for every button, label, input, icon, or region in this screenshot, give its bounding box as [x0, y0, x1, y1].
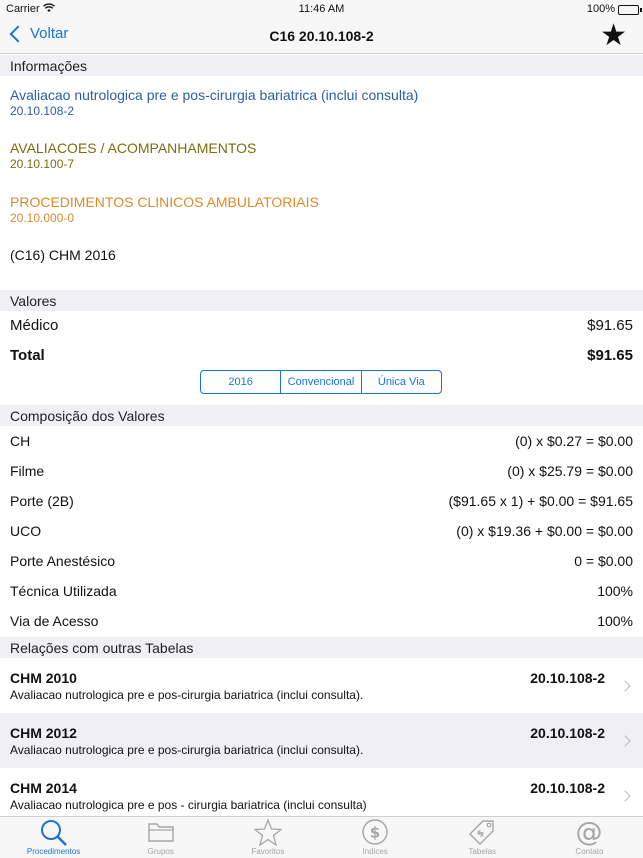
- relation-row-chm-2010[interactable]: [0, 658, 643, 713]
- medico-value: $91.65: [587, 317, 633, 334]
- composition-label: Porte (2B): [10, 493, 74, 509]
- medico-label: Médico: [10, 317, 59, 334]
- star-icon: [254, 817, 282, 847]
- relation-code: 20.10.108-2: [530, 780, 605, 796]
- composition-row-filme: [10, 463, 633, 479]
- total-label: Total: [10, 347, 45, 364]
- procedure-description: Avaliacao nutrologica pre e pos-cirurgia bariatrica (inclui consulta): [10, 87, 419, 103]
- table-name: (C16) CHM 2016: [10, 247, 116, 263]
- relation-table-name: CHM 2012: [10, 725, 77, 741]
- page-title: C16 20.10.108-2: [269, 28, 374, 44]
- tab-favoritos[interactable]: [214, 817, 321, 858]
- tag-icon: [468, 817, 496, 847]
- composition-label: Filme: [10, 463, 45, 479]
- carrier-label: Carrier: [6, 3, 40, 15]
- tab-tabelas[interactable]: [429, 817, 536, 858]
- section-header-informacoes: Informações: [0, 55, 643, 76]
- chevron-right-icon: [619, 790, 630, 801]
- total-value: $91.65: [587, 347, 633, 364]
- composition-value: (0) x $25.79 = $0.00: [507, 463, 633, 479]
- svg-text:$: $: [369, 823, 381, 842]
- chevron-right-icon: [619, 680, 630, 691]
- dollar-icon: [361, 817, 389, 847]
- relation-description: Avaliacao nutrologica pre e pos-cirurgia bariatrica (inclui consulta).: [10, 688, 364, 702]
- relation-row-chm-2014[interactable]: [0, 768, 643, 823]
- composition-label: Técnica Utilizada: [10, 583, 117, 599]
- composition-value: 0 = $0.00: [574, 553, 633, 569]
- composition-value: ($91.65 x 1) + $0.00 = $91.65: [448, 493, 633, 509]
- tab-label: Favoritos: [251, 847, 285, 856]
- search-icon: [39, 817, 69, 847]
- battery-percent: 100%: [586, 3, 615, 15]
- total-row: [10, 347, 633, 364]
- subgroup-name: AVALIACOES / ACOMPANHAMENTOS: [10, 140, 257, 156]
- relation-table-name: CHM 2014: [10, 780, 77, 796]
- tab-label: Indices: [362, 847, 388, 856]
- relation-code: 20.10.108-2: [530, 670, 605, 686]
- segment-year[interactable]: 2016: [201, 371, 281, 393]
- tab-bar: [0, 816, 643, 858]
- tab-contato[interactable]: [536, 817, 643, 858]
- back-button-label: Voltar: [30, 25, 69, 42]
- tab-label: Tabelas: [468, 847, 497, 856]
- composition-row-porte-anestesico: [10, 553, 633, 569]
- composition-row-via-acesso: [10, 613, 633, 629]
- svg-text:$: $: [475, 828, 488, 840]
- composition-label: UCO: [10, 523, 42, 539]
- composition-value: 100%: [597, 583, 633, 599]
- tab-label: Procedimentos: [26, 847, 81, 856]
- composition-row-uco: [10, 523, 633, 539]
- favorite-star-icon[interactable]: ★: [600, 19, 627, 52]
- composition-value: (0) x $0.27 = $0.00: [515, 433, 633, 449]
- group-name: PROCEDIMENTOS CLINICOS AMBULATORIAIS: [10, 194, 319, 210]
- section-header-composicao: Composição dos Valores: [0, 405, 643, 426]
- composition-row-tecnica: [10, 583, 633, 599]
- chevron-right-icon: [619, 735, 630, 746]
- relation-table-name: CHM 2010: [10, 670, 77, 686]
- relation-description: Avaliacao nutrologica pre e pos-cirurgia bariatrica (inclui consulta).: [10, 743, 364, 757]
- tab-indices[interactable]: [322, 817, 429, 858]
- subgroup-code: 20.10.100-7: [10, 157, 75, 171]
- segment-convencional[interactable]: Convencional: [281, 371, 361, 393]
- tab-label: Contato: [575, 847, 604, 856]
- composition-value: 100%: [597, 613, 633, 629]
- status-time: 11:46 AM: [298, 3, 345, 15]
- medico-row: [10, 317, 633, 334]
- folder-icon: [147, 817, 175, 847]
- composition-value: (0) x $19.36 + $0.00 = $0.00: [456, 523, 633, 539]
- section-header-relacoes: Relações com outras Tabelas: [0, 637, 643, 658]
- group-code: 20.10.000-0: [10, 211, 75, 225]
- section-header-valores: Valores: [0, 290, 643, 311]
- status-bar: [0, 0, 643, 20]
- composition-label: CH: [10, 433, 31, 449]
- tab-grupos[interactable]: [107, 817, 214, 858]
- battery-icon: [618, 5, 639, 15]
- tab-label: Grupos: [147, 847, 174, 856]
- relation-row-chm-2012[interactable]: [0, 713, 643, 768]
- procedure-code: 20.10.108-2: [10, 104, 75, 118]
- relation-description: Avaliacao nutrologica pre e pos - cirurgia bariatrica (inclui consulta): [10, 798, 367, 812]
- composition-label: Via de Acesso: [10, 613, 99, 629]
- composition-row-porte: [10, 493, 633, 509]
- tab-procedimentos[interactable]: [0, 817, 107, 858]
- composition-label: Porte Anestésico: [10, 553, 116, 569]
- relation-code: 20.10.108-2: [530, 725, 605, 741]
- segment-unica-via[interactable]: Única Via: [377, 376, 425, 388]
- values-segmented-control: [200, 370, 442, 394]
- navigation-bar: [0, 20, 643, 54]
- at-icon: [574, 817, 604, 847]
- composition-row-ch: [10, 433, 633, 449]
- svg-text:@: @: [575, 818, 603, 846]
